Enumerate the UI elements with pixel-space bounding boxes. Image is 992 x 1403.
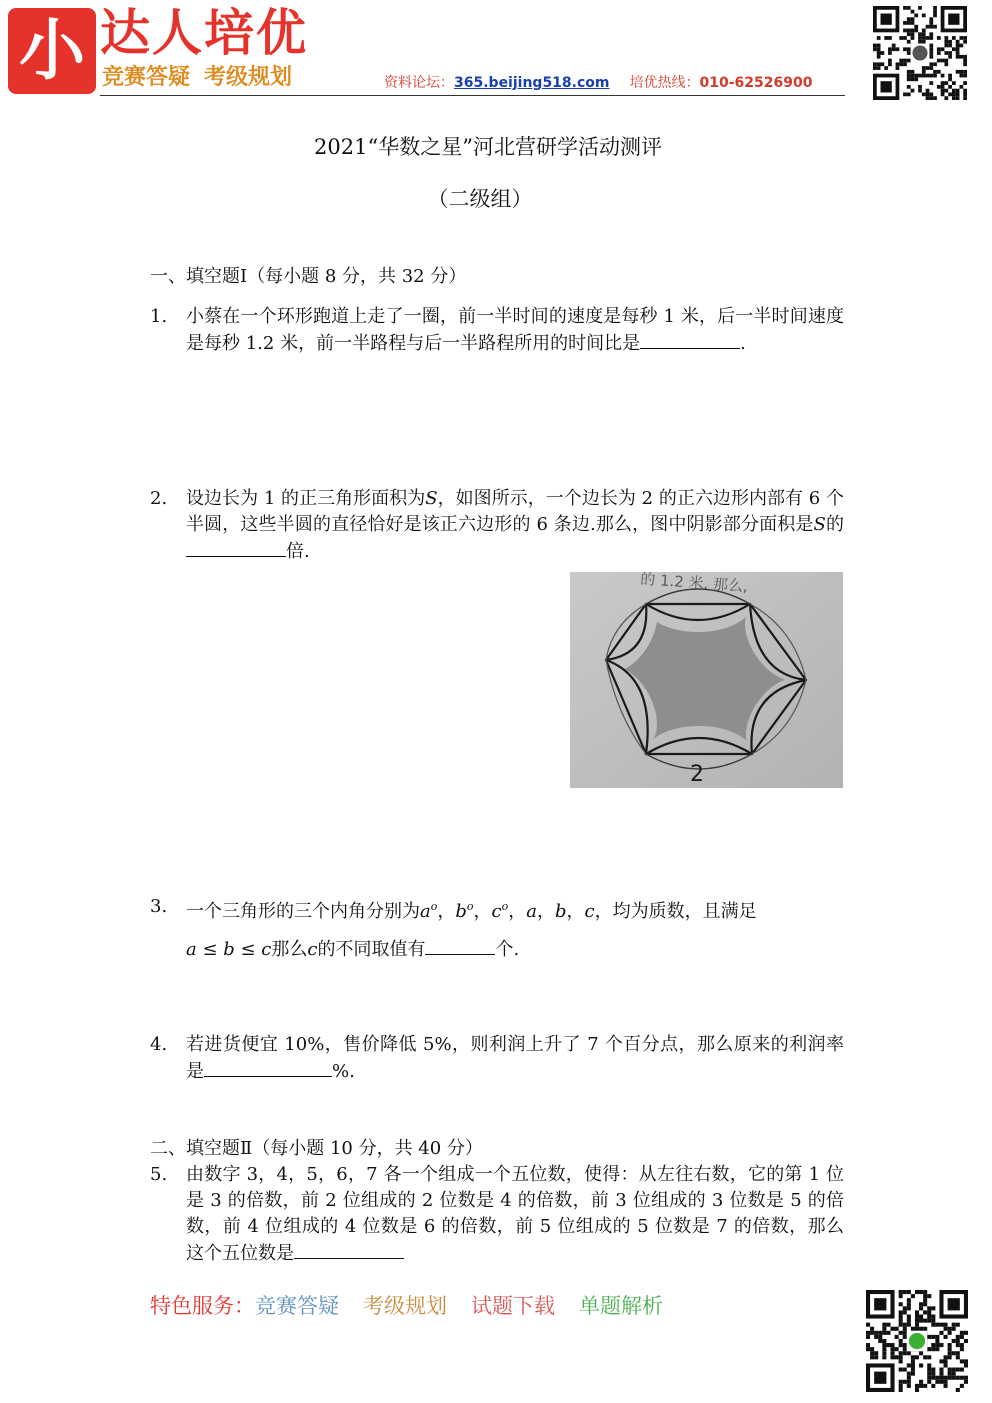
separator: ， (566, 901, 585, 922)
question-end: %. (332, 1061, 355, 1082)
question-3 (150, 888, 844, 969)
forum-label: 资料论坛： (384, 75, 454, 91)
service-label: 特色服务： (150, 1294, 255, 1318)
question-text: ，均为质数，且满足 (594, 901, 757, 922)
question-text: 若进货便宜 10%，售价降低 5%，则利润上升了 7 个百分点，那么原来的利润率是 (186, 1034, 844, 1082)
logo-mark: 小 (8, 8, 96, 94)
qr-code-icon (872, 6, 968, 100)
section-heading-1: 一、填空题Ⅰ（每小题 8 分，共 32 分） (150, 266, 467, 287)
hotline-number: 010-62526900 (699, 75, 813, 91)
separator: ， (437, 901, 456, 922)
section-heading-2: 二、填空题Ⅱ（每小题 10 分，共 40 分） (150, 1138, 483, 1159)
question-text: 那么 (271, 939, 308, 960)
answer-blank[interactable] (425, 936, 495, 955)
question-5 (150, 1162, 844, 1267)
math-variable: c (307, 939, 318, 960)
degree-symbol: o (466, 900, 474, 913)
math-variable: c (491, 901, 502, 922)
document-subtitle: （二级组） (427, 187, 533, 211)
question-end: 个. (495, 939, 520, 960)
question-number: 2. (150, 488, 168, 509)
degree-symbol: o (501, 900, 509, 913)
slogan-planning: 考级规划 (204, 65, 293, 90)
separator: ， (473, 901, 492, 922)
hexagon-semicircles-figure (570, 572, 843, 788)
question-2 (150, 486, 844, 565)
math-variable: a (526, 901, 537, 922)
slogan-competition: 竞赛答疑 (102, 65, 191, 90)
math-variable: a (420, 901, 431, 922)
question-text: 设边长为 1 的正三角形面积为 (186, 488, 426, 509)
question-text: 小蔡在一个环形跑道上走了一圈，前一半时间的速度是每秒 1 米，后一半时间速度是每秒 1.2 米，前一半路程与后一半路程所用的时间比是 (186, 306, 844, 354)
question-text: ，如图所示，一个边长为 2 的正六边形内部有 6 个半圆，这些半圆的直径恰好是该正六边形的 6 条边.那么，图中阴影部分面积是 (186, 488, 844, 535)
separator: ， (508, 901, 527, 922)
service-analysis[interactable]: 单题解析 (579, 1294, 663, 1318)
question-text: 由数字 3，4，5，6，7 各一个组成一个五位数，使得：从左往右数，它的第 1 位是 3 的倍数，前 2 位组成的 2 位数是 4 的倍数，前 3 位组成的 3 位数是 5 的倍数，前 4 位组成的 4 位数是 6 的倍数，前 5 位组成的 5 位数是 7 的倍数，那么这个五位数是 (186, 1164, 845, 1264)
forum-link[interactable]: 365.beijing518.com (454, 75, 610, 91)
math-variable: c (584, 901, 595, 922)
header-divider (100, 95, 845, 96)
question-number: 5. (150, 1164, 168, 1185)
question-number: 3. (150, 896, 168, 917)
logo-slogan (102, 64, 292, 92)
answer-blank[interactable] (640, 330, 740, 349)
question-1 (150, 304, 844, 357)
question-end: . (740, 333, 746, 354)
math-variable: S (813, 514, 826, 535)
service-download[interactable]: 试题下载 (471, 1294, 555, 1318)
question-text: 的不同取值有 (317, 939, 426, 960)
answer-blank[interactable] (294, 1240, 404, 1259)
question-4 (150, 1032, 844, 1085)
document-title: 2021“华数之星”河北营研学活动测评 (314, 135, 662, 159)
degree-symbol: o (430, 900, 438, 913)
service-bar (150, 1290, 687, 1320)
answer-blank[interactable] (204, 1058, 332, 1077)
header-info (384, 72, 812, 92)
service-competition[interactable]: 竞赛答疑 (255, 1294, 339, 1318)
wechat-qr-code-icon (866, 1290, 968, 1392)
answer-blank[interactable] (186, 538, 286, 557)
hotline-label: 培优热线： (629, 75, 700, 91)
logo-name: 达人培优 (100, 4, 308, 62)
separator: ， (536, 901, 555, 922)
math-inequality: a ≤ b ≤ c (186, 939, 272, 960)
question-number: 1. (150, 306, 168, 327)
service-planning[interactable]: 考级规划 (363, 1294, 447, 1318)
side-length-label: 2 (690, 762, 704, 787)
question-text: 的 (825, 514, 844, 535)
math-variable: S (425, 488, 438, 509)
question-end: 倍. (286, 541, 310, 562)
question-number: 4. (150, 1034, 168, 1055)
math-variable: b (554, 901, 567, 922)
question-text: 一个三角形的三个内角分别为 (186, 901, 420, 922)
math-variable: b (455, 901, 467, 922)
